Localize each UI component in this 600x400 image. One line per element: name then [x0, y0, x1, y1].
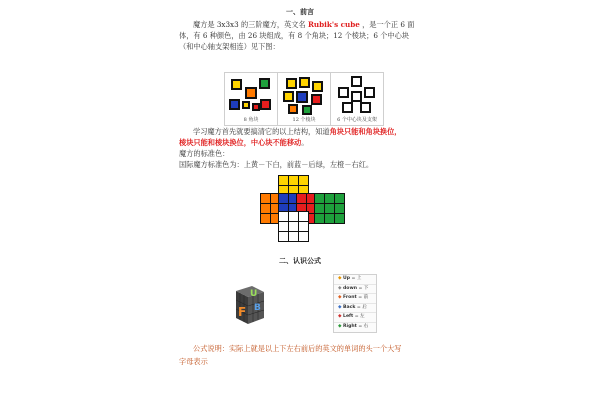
sticker: [279, 222, 288, 231]
sticker: [335, 204, 344, 213]
sticker: [315, 194, 324, 203]
sticker: [297, 194, 306, 203]
learn-line1-red: 角块只能和角块换位，: [329, 127, 402, 136]
sticker: [325, 204, 334, 213]
figure-center-pieces: [330, 72, 384, 126]
learn-line2-post: 。: [301, 138, 309, 147]
cube-letter-right: B: [254, 303, 261, 313]
intro-line2: 体，有 6 种颜色，由 26 块组成，有 8 个角块；12 个棱块；6 个中心块: [179, 31, 409, 40]
legend-row-up: ◆ Up = 上: [334, 275, 376, 285]
figure-caption-2: 12 个棱块: [292, 117, 316, 123]
sticker: [315, 214, 324, 223]
net-face-down: [278, 211, 309, 242]
sticker: [299, 212, 308, 221]
figure-edge-pieces: [277, 72, 331, 126]
sticker: [261, 214, 270, 223]
net-face-back: [314, 193, 345, 224]
legend-row-front: ◆ Front = 前: [334, 294, 376, 304]
learn-paragraph: [179, 126, 439, 170]
legend-row-right: ◆ Right = 右: [338, 323, 369, 329]
intro-line1-pre: 魔方是 3x3x3 的三阶魔方，英文名: [193, 20, 308, 29]
cube-letter-up: U: [250, 289, 258, 299]
sticker: [325, 194, 334, 203]
legend-key: Back: [343, 304, 356, 310]
sticker: [299, 232, 308, 241]
legend-row-left: ◆ Left = 左: [334, 313, 376, 323]
corner-cubes-image: [225, 73, 277, 117]
sticker: [289, 222, 298, 231]
legend-key: Up: [343, 276, 351, 281]
intro-paragraph: [179, 19, 429, 52]
sticker: [261, 194, 270, 203]
notation-legend: [333, 274, 377, 333]
legend-key: Front: [343, 295, 357, 301]
legend-row-back: ◆ Back = 后: [334, 304, 376, 314]
legend-key: Left: [343, 314, 354, 320]
standard-color-label: 魔方的标准色：: [179, 149, 230, 158]
intro-line1-post: ，是一个正 6 面: [359, 20, 415, 29]
legend-row-down: ◆ down = 下: [334, 285, 376, 295]
legend-meaning: 后: [362, 304, 367, 310]
sticker: [335, 194, 344, 203]
sticker: [279, 212, 288, 221]
legend-key: down: [343, 285, 357, 291]
standard-color-desc: 国际魔方标准色为：上黄－下白，前蓝－后绿，左橙－右红。: [179, 160, 374, 169]
sticker: [299, 222, 308, 231]
sticker: [261, 204, 270, 213]
center-cubes-image: [331, 73, 383, 117]
legend-meaning: 上: [356, 276, 362, 281]
learn-line1-pre: 学习魔方首先就要搞清它的以上结构，知道: [193, 127, 330, 136]
section-heading-1: 一、前言: [286, 7, 314, 16]
legend-meaning: 左: [360, 314, 365, 320]
white-face: [278, 211, 309, 242]
sticker: [325, 214, 334, 223]
figure-caption-1: 8 角块: [243, 117, 259, 123]
cube-letter-front: F: [238, 305, 247, 319]
formula-note-line2: 字母表示: [179, 357, 208, 366]
sticker: [289, 212, 298, 221]
sticker: [299, 176, 308, 185]
legend-meaning: 下: [363, 285, 369, 291]
sticker: [335, 214, 344, 223]
legend-meaning: 右: [363, 323, 369, 329]
legend-key: Right: [343, 323, 357, 329]
formula-note: [179, 342, 439, 368]
labeled-cube-image: [228, 284, 268, 328]
sticker: [289, 232, 298, 241]
learn-line2-red: 棱块只能和棱块换位，中心块不能移动: [179, 138, 302, 147]
figure-caption-3: 6 个中心块及支架: [337, 117, 377, 123]
sticker: [279, 176, 288, 185]
intro-line3: （和中心轴支架相连）见下图：: [179, 42, 280, 51]
green-face: [314, 193, 345, 224]
formula-note-line1: 公式说明：实际上就是以上下左右前后的英文的单词的头一个大写: [193, 344, 402, 353]
sticker: [279, 194, 288, 203]
rubiks-cube-name: Rubik's cube: [307, 20, 360, 29]
edge-cubes-image: [278, 73, 330, 117]
sticker: [279, 232, 288, 241]
legend-meaning: 前: [363, 295, 369, 301]
sticker: [289, 176, 298, 185]
figure-corner-pieces: [224, 72, 278, 126]
section-heading-2: 二、认识公式: [279, 256, 321, 265]
sticker: [315, 204, 324, 213]
